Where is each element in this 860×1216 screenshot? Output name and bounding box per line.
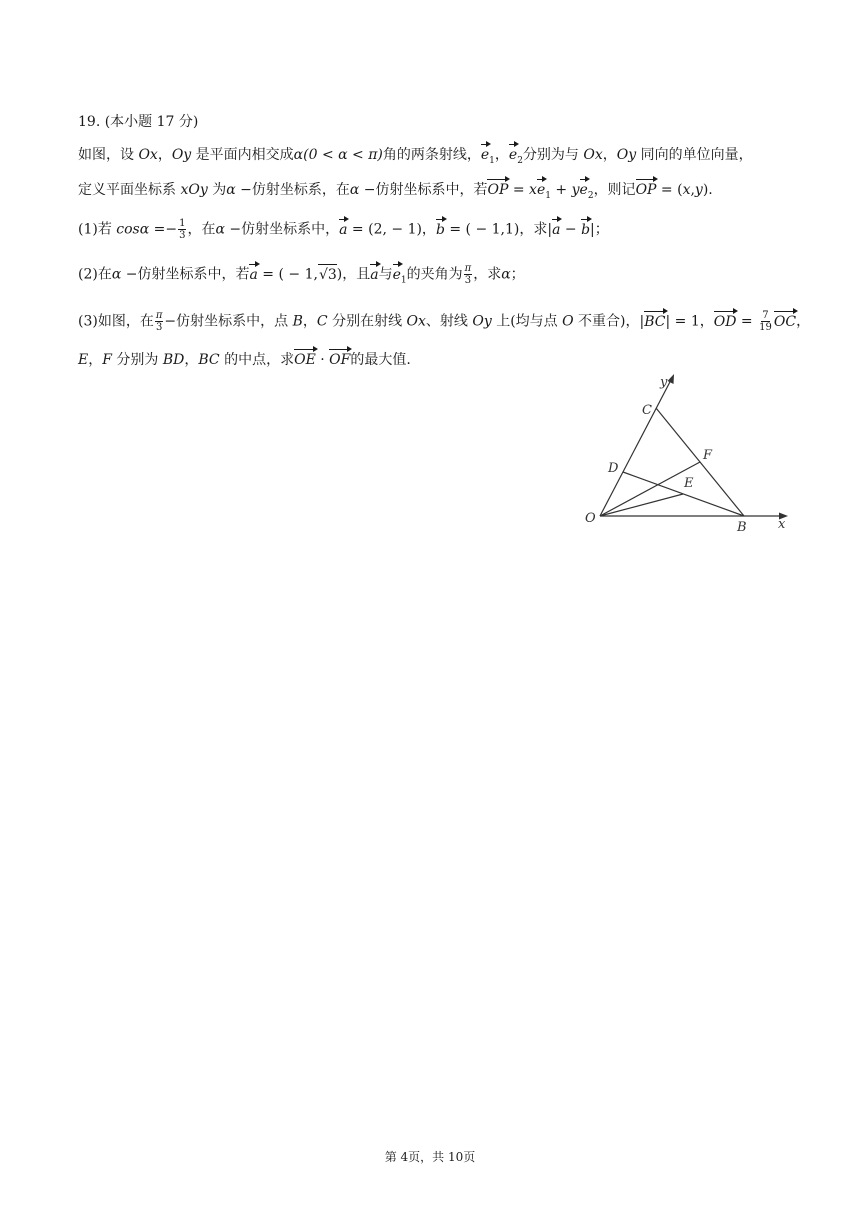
fraction-seven-nineteenths: $\frac{7}{19}$ [759, 310, 772, 333]
label-F: F [703, 448, 713, 463]
problem-part-2: (2)在α −仿射坐标系中，若a = ( − 1,√3)，且a与$e_1$的夹角为 $\frac{\pi}{3}$ ，求α； [78, 263, 525, 286]
y-axis [600, 378, 672, 516]
vector-OC: OC [773, 313, 797, 330]
vector-OD: OD [713, 313, 737, 330]
problem-part-3-cont: E，F 分别为 BD，BC 的中点，求OE · OF的最大值. [78, 352, 411, 368]
page-footer: 第 4页，共 10页 [384, 1150, 476, 1164]
label-E: E [684, 476, 694, 491]
problem-intro-line-2: 定义平面坐标系 xOy 为α −仿射坐标系，在α −仿射坐标系中，若OP = $xe_1 + ye_2$，则记OP = (x,y). [78, 182, 713, 201]
vector-a: a [339, 221, 348, 238]
label-O: O [585, 511, 596, 526]
label-D: D [608, 461, 619, 476]
sqrt-3: √3 [318, 264, 337, 285]
vector-e1: e [480, 147, 490, 163]
problem-header: 19. (本小题 17 分) [78, 114, 199, 130]
vector-OF: OF [329, 352, 351, 368]
label-B: B [737, 520, 747, 535]
vector-e2: e [508, 147, 518, 163]
label-C: C [642, 403, 652, 418]
vector-BC: BC [644, 313, 666, 330]
problem-intro-line-1: 如图，设 Ox，Oy 是平面内相交成α(0 < α < π)角的两条射线，$e_1$，$e_2$分别为与 Ox，Oy 同向的单位向量， [78, 147, 753, 166]
problem-part-1: (1)若 cosα =− $\frac{1}{3}$ ，在α −仿射坐标系中，a = (2, − 1)，b = ( − 1,1)，求|a − b|； [78, 218, 609, 241]
label-y: y [660, 375, 668, 390]
vector-OP: OP [487, 182, 509, 198]
y-axis-arrow [668, 374, 675, 384]
geometry-diagram [578, 368, 798, 538]
fraction-pi-over-3: $\frac{\pi}{3}$ [464, 263, 472, 286]
label-x: x [778, 517, 786, 532]
vector-OE: OE [294, 352, 316, 368]
problem-part-3: (3)如图，在 $\frac{\pi}{3}$ −仿射坐标系中，点 B，C 分别在射线 Ox、射线 Oy 上(均与点 O 不重合)，|BC| = 1，OD = $\frac{7}{19}$ OC， [78, 310, 811, 333]
segment-OE [600, 494, 683, 516]
vector-b: b [435, 221, 445, 238]
fraction-one-third: $\frac{1}{3}$ [179, 218, 186, 241]
